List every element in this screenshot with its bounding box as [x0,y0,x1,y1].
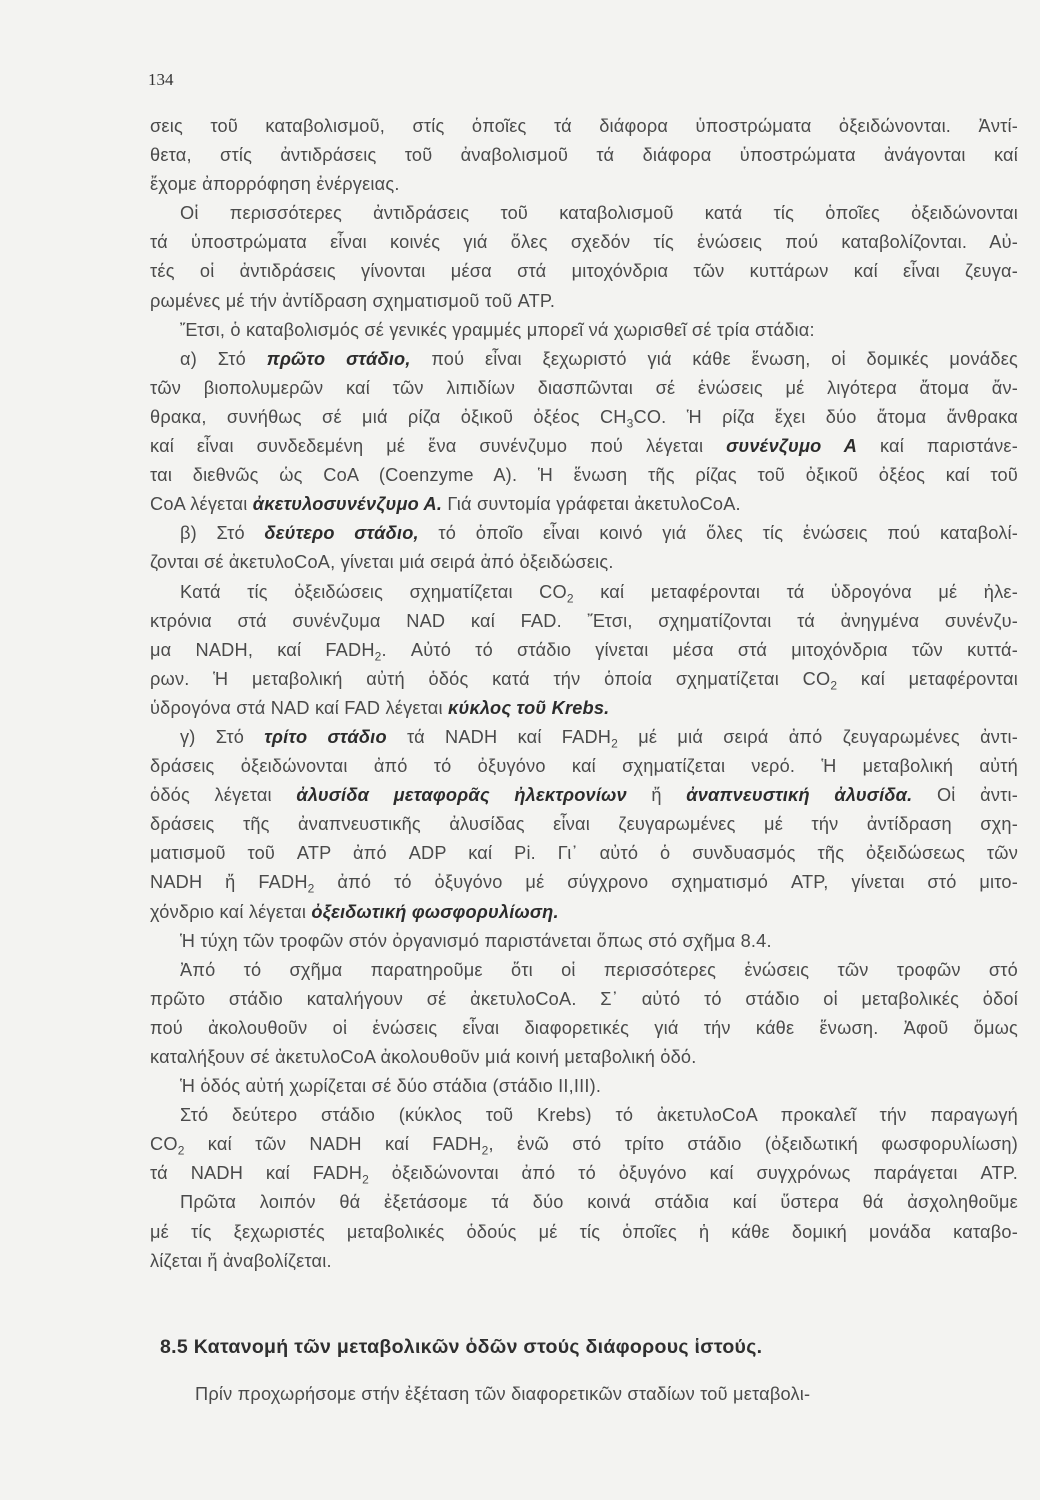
text-line: Ἀπό τό σχῆμα παρατηροῦμε ὅτι οἱ περισσότερες ἑνώσεις τῶν τροφῶν στό [180,959,1018,980]
emphasis: πρῶτο στάδιο, [266,348,411,369]
text-line: Κατά τίς ὀξειδώσεις σχηματίζεται $CO_2$ καί μεταφέρονται τά ὑδρογόνα μέ ἠλε- [180,581,1018,606]
text-line: τῶν βιοπολυμερῶν καί τῶν λιπιδίων διασπῶνται σέ ἑνώσεις μέ λιγότερα ἄτομα ἄν- [150,377,1018,398]
text-line: τά NADH καί $FADH_2$ ὀξειδώνονται ἀπό τό ὀξυγόνο καί συγχρόνως παράγεται ATP. [150,1163,1018,1188]
body-text [150,112,1018,1276]
text-line: ματισμοῦ τοῦ ATP ἀπό ADP καί Pi. Γι᾿ αὐτό ὁ συνδυασμός τῆς ὀξειδώσεως τῶν [150,843,1018,864]
text-line: δράσεις ὀξειδώνονται ἀπό τό ὀξυγόνο καί σχηματίζεται νερό. Ἡ μεταβολική αὐτή [150,756,1018,777]
stage-b-line: β) Στό δεύτερο στάδιο, τό ὁποῖο εἶναι κοινό γιά ὅλες τίς ἑνώσεις πού καταβολί- [180,523,1018,544]
text-line: μέ τίς ξεχωριστές μεταβολικές ὁδούς μέ τίς ὁποῖες ἡ κάθε δομική μονάδα καταβο- [150,1221,1018,1242]
text-line: πρῶτο στάδιο καταλήγουν σέ ἀκετυλοCoA. Σ᾿ αὐτό τό στάδιο οἱ μεταβολικές ὁδοί [150,988,1018,1009]
stage-c-line: γ) Στό τρίτο στάδιο τά NADH καί $FADH_2$ μέ μιά σειρά ἀπό ζευγαρωμένες ἀντι- [180,726,1018,751]
text-line: πού ἀκολουθοῦν οἱ ἑνώσεις εἶναι διαφορετικές γιά τήν κάθε ἕνωση. Ἀφοῦ ὅμως [150,1017,1018,1038]
text-line: NADH ἤ $FADH_2$ ἀπό τό ὀξυγόνο μέ σύγχρονο σχηματισμό ATP, γίνεται στό μιτο- [150,872,1018,897]
emphasis: τρίτο στάδιο [264,726,387,747]
text-line: τές οἱ ἀντιδράσεις γίνονται μέσα στά μιτοχόνδρια τῶν κυττάρων καί εἶναι ζευγα- [150,261,1018,282]
text-line: Στό δεύτερο στάδιο (κύκλος τοῦ Krebs) τό ἀκετυλοCoA προκαλεῖ τήν παραγωγή [180,1105,1018,1126]
emphasis: ἀκετυλοσυνένζυμο Α. [252,494,443,515]
text-line: ζονται σέ ἀκετυλοCoA, γίνεται μιά σειρά ἀπό ὀξειδώσεις. [150,552,614,573]
text-line: καταλήξουν σέ ἀκετυλοCoA ἀκολουθοῦν μιά κοινή μεταβολική ὁδό. [150,1047,697,1067]
text-line: λίζεται ἤ ἀναβολίζεται. [150,1250,332,1271]
text-line: Οἱ περισσότερες ἀντιδράσεις τοῦ καταβολισμοῦ κατά τίς ὁποῖες ὀξειδώνονται [180,203,1018,224]
text-line: κτρόνια στά συνένζυμα NAD καί FAD. Ἔτσι, σχηματίζονται τά ἀνηγμένα συνένζυ- [150,610,1018,631]
text-line: ρωμένες μέ τήν ἀντίδραση σχηματισμοῦ τοῦ ATP. [150,290,556,311]
text-line: θετα, στίς ἀντιδράσεις τοῦ ἀναβολισμοῦ τά διάφορα ὑποστρώματα ἀνάγονται καί [150,145,1018,166]
text-line: δράσεις τῆς ἀναπνευστικῆς ἀλυσίδας εἶναι ζευγαρωμένες μέ τήν ἀντίδραση σχη- [150,814,1018,835]
text-line: ἔχομε ἀπορρόφηση ἐνέργειας. [150,174,400,195]
text-line: $CO_2$ καί τῶν NADH καί $FADH_2$, ἐνῶ στό τρίτο στάδιο (ὀξειδωτική φωσφορυλίωση) [150,1134,1018,1158]
text-line: σεις τοῦ καταβολισμοῦ, στίς ὁποῖες τά διάφορα ὑποστρώματα ὀξειδώνονται. Ἀντί- [150,116,1018,136]
text-line: χόνδριο καί λέγεται ὀξειδωτική φωσφορυλίωση. [150,901,559,922]
stage-a-line: α) Στό πρῶτο στάδιο, πού εἶναι ξεχωριστό γιά κάθε ἕνωση, οἱ δομικές μονάδες [180,348,1018,369]
text-line: Ἔτσι, ὁ καταβολισμός σέ γενικές γραμμές μπορεῖ νά χωρισθεῖ σέ τρία στάδια: [180,319,815,340]
text-line: τά ὑποστρώματα εἶναι κοινές γιά ὅλες σχεδόν τίς ἑνώσεις πού καταβολίζονται. Αὐ- [150,232,1018,253]
text-line: καί εἶναι συνδεδεμένη μέ ἕνα συνένζυμο πού λέγεται συνένζυμο Α καί παριστάνε- [150,436,1018,457]
text-line: Ἡ τύχη τῶν τροφῶν στόν ὀργανισμό παριστάνεται ὅπως στό σχῆμα 8.4. [180,930,772,951]
text-line: Πρῶτα λοιπόν θά ἐξετάσομε τά δύο κοινά στάδια καί ὕστερα θά ἀσχοληθοῦμε [180,1192,1018,1213]
emphasis: ἀναπνευστική ἀλυσίδα. [686,785,913,806]
text-line: θρακα, συνήθως σέ μιά ρίζα ὀξικοῦ ὀξέος $CH_3CO$. Ἡ ρίζα ἔχει δύο ἄτομα ἄνθρακα [150,406,1018,431]
text-line: Ἡ ὁδός αὐτή χωρίζεται σέ δύο στάδια (στάδιο II,III). [180,1076,602,1097]
page-number: 134 [148,70,174,89]
text-line: CoA λέγεται ἀκετυλοσυνένζυμο Α. Γιά συντομία γράφεται ἀκετυλοCoA. [150,494,741,515]
emphasis: ἀλυσίδα μεταφορᾶς ἠλεκτρονίων [296,785,627,806]
text-line: ται διεθνῶς ὡς CoA (Coenzyme A). Ἡ ἕνωση τῆς ρίζας τοῦ ὀξικοῦ ὀξέος καί τοῦ [150,465,1018,486]
text-line: Πρίν προχωρήσομε στήν ἐξέταση τῶν διαφορετικῶν σταδίων τοῦ μεταβολι- [195,1384,811,1404]
emphasis: κύκλος τοῦ Krebs. [448,697,610,718]
section-heading: 8.5 Κατανομή τῶν μεταβολικῶν ὁδῶν στούς διάφορους ἱστούς. [160,1336,763,1358]
text-line: ρων. Ἡ μεταβολική αὐτή ὁδός κατά τήν ὁποία σχηματίζεται $CO_2$ καί μεταφέρονται [150,668,1018,693]
emphasis: συνένζυμο Α [726,436,858,457]
text-line: ὁδός λέγεται ἀλυσίδα μεταφορᾶς ἠλεκτρονίων ἤ ἀναπνευστική ἀλυσίδα. Οἱ ἀντι- [150,785,1019,806]
text-line: μα NADH, καί $FADH_2$. Αὐτό τό στάδιο γίνεται μέσα στά μιτοχόνδρια τῶν κυττά- [150,639,1018,664]
emphasis: ὀξειδωτική φωσφορυλίωση. [311,901,559,922]
text-line: ὑδρογόνα στά NAD καί FAD λέγεται κύκλος τοῦ Krebs. [150,697,610,718]
emphasis: δεύτερο στάδιο, [264,523,419,544]
